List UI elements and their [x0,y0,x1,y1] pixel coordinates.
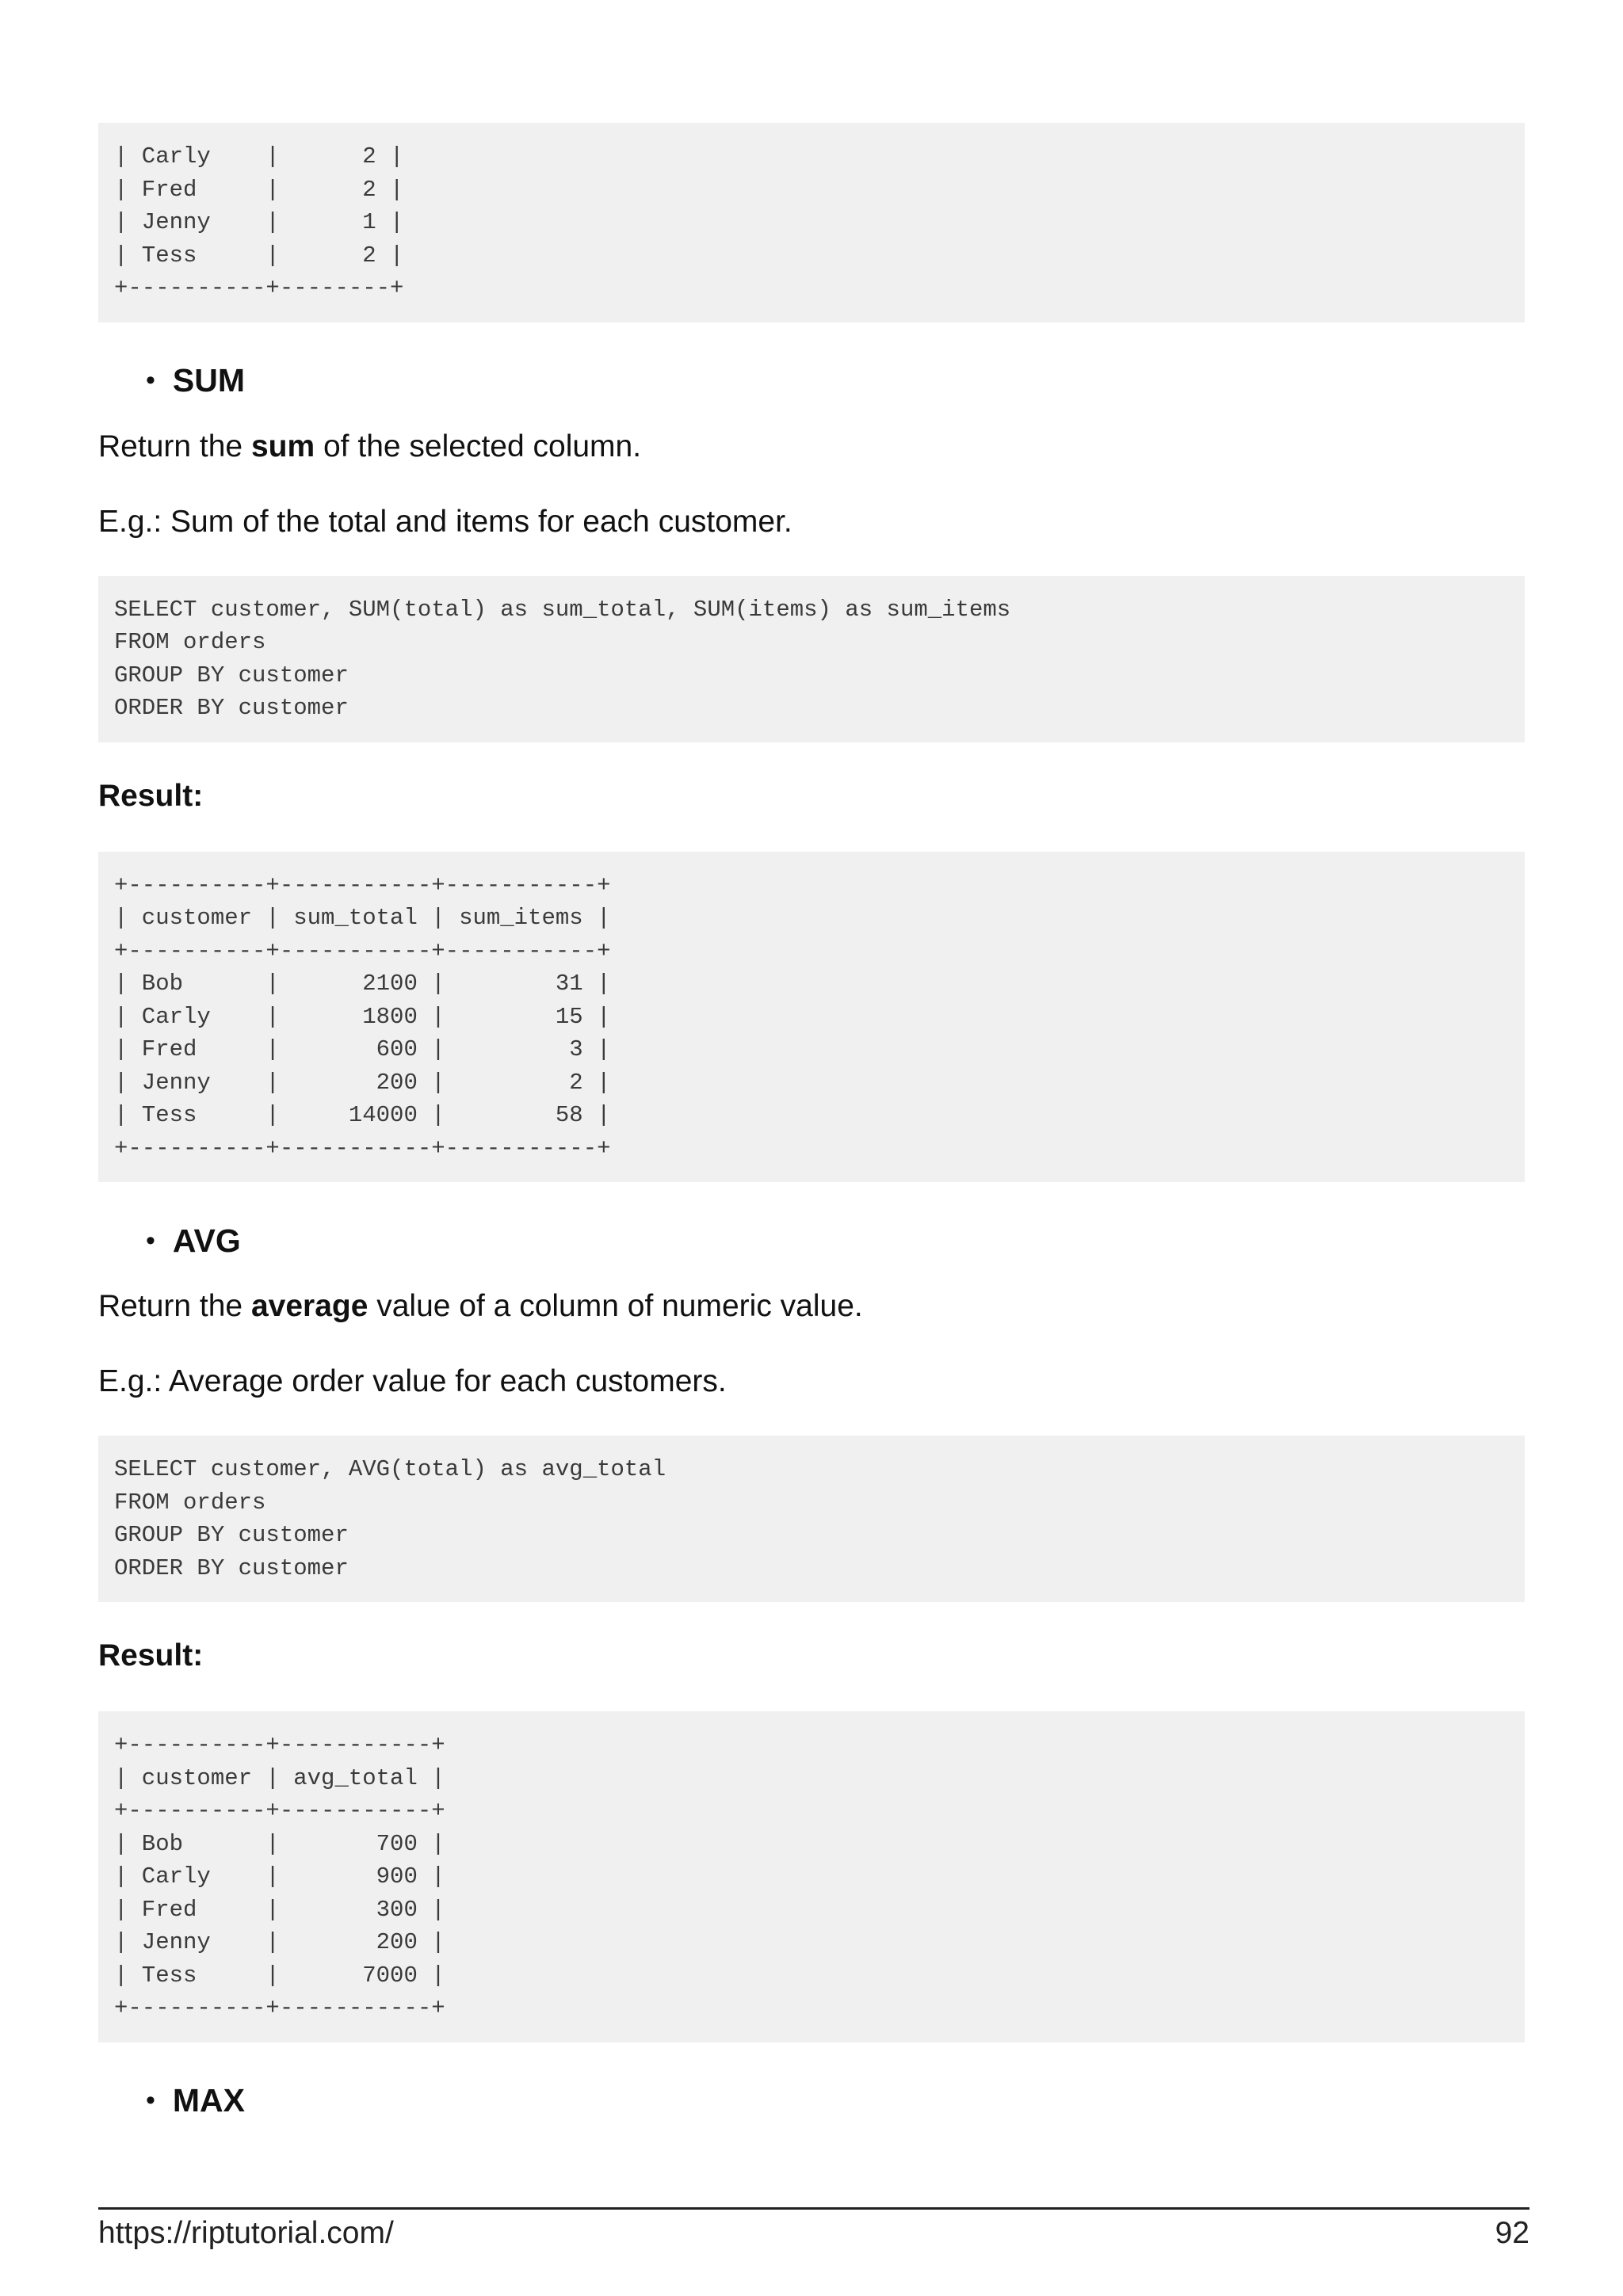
section-heading-avg [146,1217,1525,1264]
sum-description [98,427,1525,467]
avg-desc-bold: average [250,1289,369,1323]
page-content [98,123,1525,2125]
sum-desc-bold: sum [250,429,315,463]
bullet-icon: • [146,1225,155,1256]
page-number: 92 [1495,2216,1529,2250]
heading-max-label: MAX [172,2082,246,2119]
code-block-count-result-tail: | Carly | 2 | | Fred | 2 | | Jenny | 1 | | Tess | 2 | +----------+--------+ [98,123,1525,322]
sum-desc-post: of the selected column. [315,429,642,463]
avg-result-label: Result: [98,1638,204,1672]
code-block-sum-query: SELECT customer, SUM(total) as sum_total, SUM(items) as sum_items FROM orders GROUP BY customer ORDER BY customer [98,576,1525,742]
sum-example: E.g.: Sum of the total and items for each customer. [98,504,792,539]
section-heading-sum [146,357,1525,405]
heading-avg-label: AVG [172,1222,241,1259]
avg-desc-post: value of a column of numeric value. [368,1289,863,1323]
sum-result-label: Result: [98,778,204,813]
page-footer [98,2207,1529,2251]
code-block-sum-result: +----------+-----------+-----------+ | customer | sum_total | sum_items | +----------+-----------+-----------+ | Bob | 2100 | 31 | | Carly | 1800 | 15 | | Fred | 600 | 3 | | Jenny | 200 | 2 | | Tess | 14000 | 58 | +----------+-----------+-----------+ [98,852,1525,1183]
section-heading-max [146,2077,1525,2125]
footer-url[interactable]: https://riptutorial.com/ [98,2216,394,2250]
code-block-avg-result: +----------+-----------+ | customer | avg_total | +----------+-----------+ | Bob | 700 | | Carly | 900 | | Fred | 300 | | Jenny | 200 | | Tess | 7000 | +----------+-----------+ [98,1711,1525,2042]
bullet-icon: • [146,2085,155,2115]
avg-example: E.g.: Average order value for each customers. [98,1364,727,1398]
heading-sum-label: SUM [172,362,246,399]
avg-desc-pre: Return the [98,1289,251,1323]
avg-description [98,1287,1525,1326]
code-block-avg-query: SELECT customer, AVG(total) as avg_total FROM orders GROUP BY customer ORDER BY customer [98,1436,1525,1602]
bullet-icon: • [146,365,155,395]
sum-desc-pre: Return the [98,429,251,463]
